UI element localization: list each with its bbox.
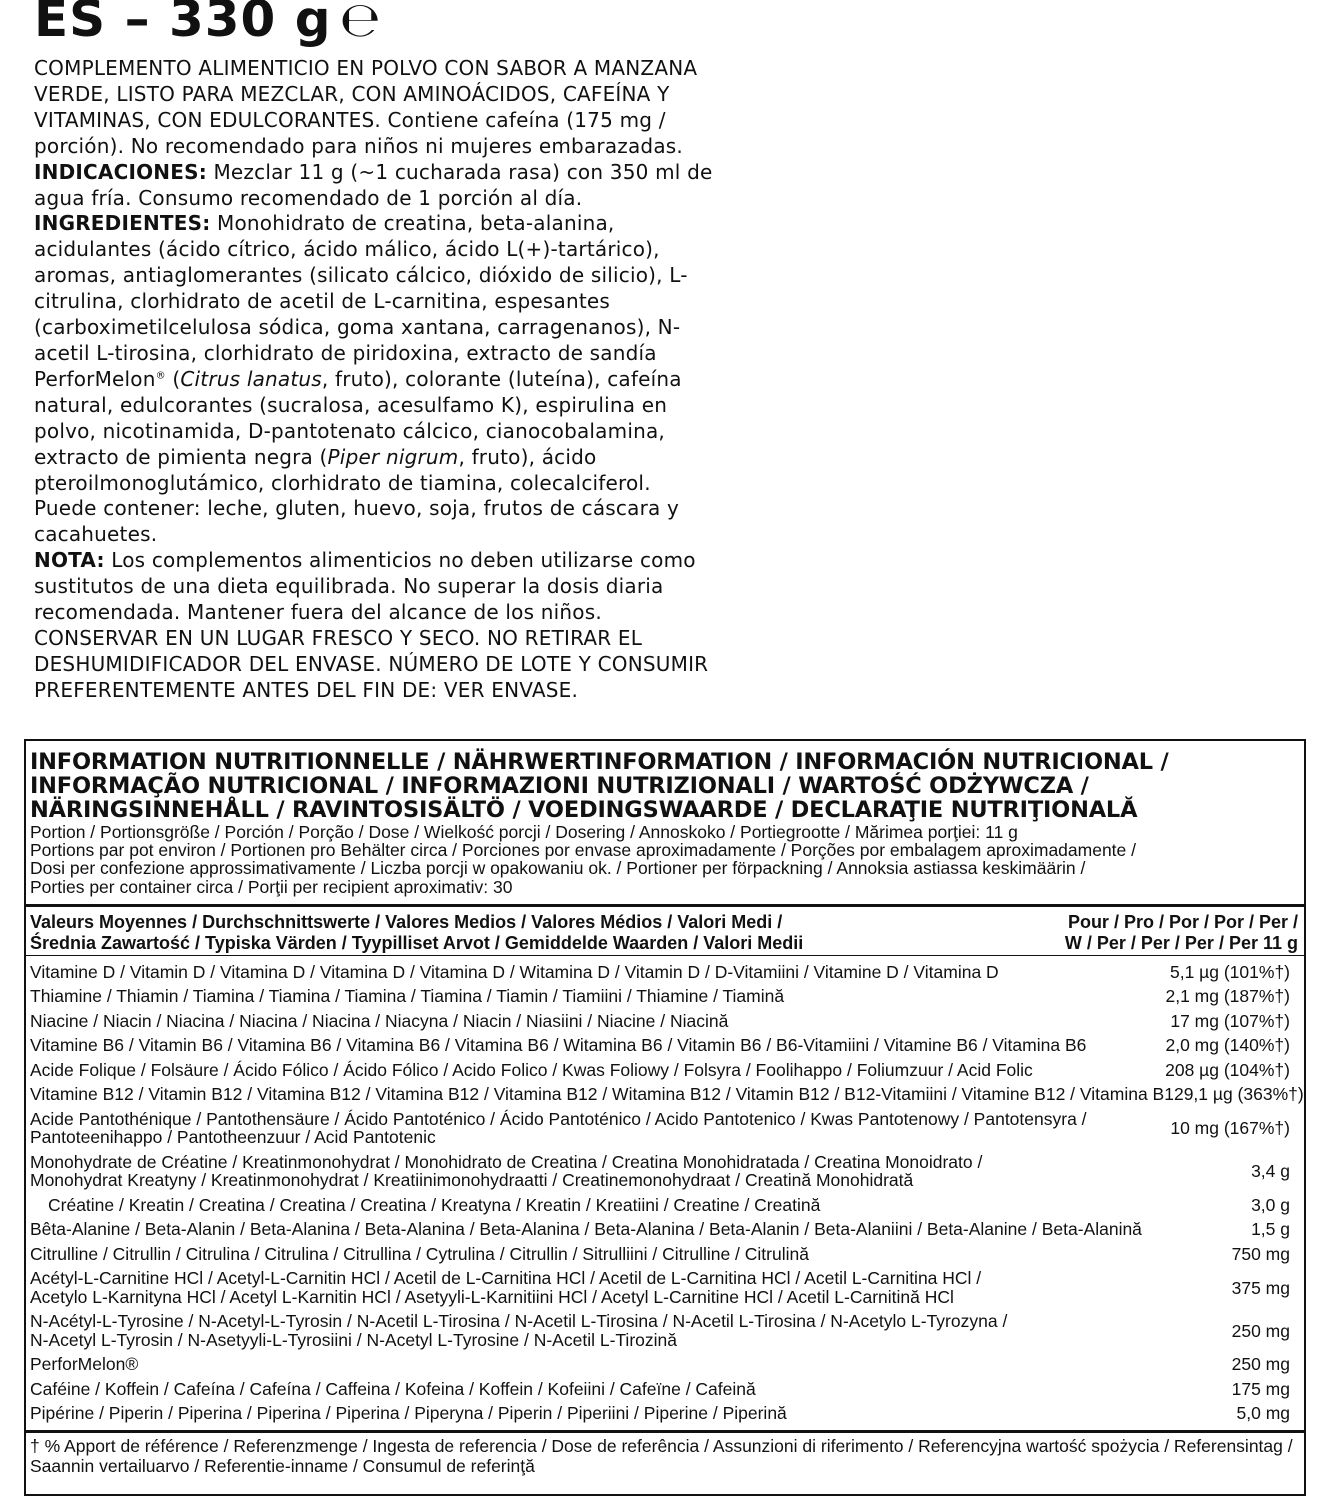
nutrient-name-line: Vitamine D / Vitamin D / Vitamina D / Vitamina D / Vitamina D / Witamina D / Vitamin D / D-Vitamiini / Vitamine D / Vitamina D [30, 961, 999, 982]
nutrient-row [26, 1401, 1304, 1426]
nutrient-row [26, 960, 1304, 985]
nutrition-panel [24, 739, 1306, 1496]
nutrient-name [30, 1110, 1087, 1147]
ingredients-latin-2: Piper nigrum [327, 444, 459, 469]
directions-label: INDICACIONES: [34, 159, 207, 184]
nutrient-value: 375 mg [1231, 1277, 1290, 1298]
nutrient-name-line: Thiamine / Thiamin / Tiamina / Tiamina / Tiamina / Tiamina / Tiamin / Tiamiini / Thiamine / Tiamină [30, 986, 785, 1007]
label-body [34, 56, 714, 704]
portion-line: Dosi per confezione approssimativamente / Liczba porcji w opakowaniu ok. / Portioner per förpackning / Annoksia astiassa keskimäärin / [30, 858, 1086, 879]
portion-line: Portions par pot environ / Portionen pro Behälter circa / Porciones por envase aproximadamente / Porções por embalagem aproximadamente / [30, 840, 1137, 861]
ingredients-latin-1: Citrus lanatus [180, 366, 322, 391]
nutrient-value: 2,0 mg (140%†) [1165, 1035, 1290, 1056]
table-header [26, 907, 1304, 955]
nutrient-name [30, 1085, 1184, 1104]
nutrient-row [26, 1352, 1304, 1377]
nutrient-value: 5,0 mg [1236, 1403, 1290, 1424]
nutrient-value: 2,1 mg (187%†) [1165, 986, 1290, 1007]
nutrition-title-line: INFORMAÇÃO NUTRICIONAL / INFORMAZIONI NUTRIZIONALI / WARTOŚĆ ODŻYWCZA / [30, 773, 1089, 799]
nutrient-name-line: Vitamine B12 / Vitamin B12 / Vitamina B12 / Vitamina B12 / Vitamina B12 / Witamina B12 / Vitamin B12 / B12-Vitamiini / Vitamine B12 / Vitamina B12 [30, 1084, 1184, 1105]
nutrient-row [26, 984, 1304, 1009]
nutrient-row [26, 1309, 1304, 1352]
note-label: NOTA: [34, 548, 105, 573]
nutrient-name [30, 1269, 981, 1306]
ingredients-text-3: , fruto), ácido pteroilmonoglutámico, clorhidrato de tiamina, colecalciferol. Puede contener: leche, gluten, huevo, soja, frutos de cáscara y cacahuetes. [34, 444, 680, 547]
header-right-line: W / Per / Per / Per / Per 11 g [1064, 933, 1298, 954]
nutrient-value: 3,4 g [1251, 1161, 1290, 1182]
nutrient-name [30, 1153, 982, 1190]
estimated-sign-icon: ℮ [339, 0, 382, 48]
nutrient-value: 3,0 g [1251, 1194, 1290, 1215]
nutrient-name [30, 1036, 1086, 1055]
nutrient-row [26, 1058, 1304, 1083]
nutrient-value: 750 mg [1231, 1243, 1290, 1264]
nutrient-row [26, 1009, 1304, 1034]
nutrient-name-line: N-Acetyl L-Tyrosin / N-Asetyyli-L-Tyrosiini / N-Acetyl L-Tyrosine / N-Acetil L-Tirozină [30, 1329, 677, 1350]
nutrient-name [30, 987, 784, 1006]
nutrient-name [30, 1380, 756, 1399]
portion-line: Porties per container circa / Porţii per recipient aproximativ: 30 [30, 876, 513, 897]
nutrient-row [26, 1377, 1304, 1402]
ingredients-text-1: Monohidrato de creatina, beta-alanina, acidulantes (ácido cítrico, ácido málico, ácido L(+)-tartárico), aromas, antiaglomerantes (silicato cálcico, dióxido de silicio), L-citrulina, clorhidrato de acetil de L-carnitina, espesantes (carboximetilcelulosa sódica, goma xantana, carragenanos), N-acetil L-tirosina, clorhidrato de piridoxina, extracto de sandía PerforMelon [34, 211, 688, 391]
nutrition-title-line: NÄRINGSINNEHÅLL / RAVINTOSISÄLTÖ / VOEDINGSWAARDE / DECLARAŢIE NUTRIŢIONALĂ [30, 797, 1138, 823]
nutrient-value: 250 mg [1231, 1320, 1290, 1341]
ingredients-text-2: , fruto), colorante (luteína), cafeína natural, edulcorantes (sucralosa, acesulfamo K), espirulina en polvo, nicotinamida, D-pantotenato cálcico, cianocobalamina, extracto de pimienta negra ( [34, 366, 682, 469]
nutrient-value: 17 mg (107%†) [1170, 1010, 1290, 1031]
nutrient-name [30, 963, 999, 982]
nutrient-row [26, 1107, 1304, 1150]
portion-info [30, 823, 1304, 896]
nutrient-name [30, 1196, 820, 1215]
nutrient-name-line: Acetylo L-Karnityna HCl / Acetyl L-Karnitin HCl / Asetyyli-L-Karnitiini HCl / Acetyl L-Carnitine HCl / Acetil L-Carnitină HCl [30, 1286, 954, 1307]
nutrient-name-line: N-Acétyl-L-Tyrosine / N-Acetyl-L-Tyrosin / N-Acetil L-Tirosina / N-Acetil L-Tirosina / N-Acetil L-Tirosina / N-Acetylo L-Tyrozyna / [30, 1311, 1008, 1332]
directions-paragraph [34, 160, 714, 212]
product-label-text [34, 0, 714, 704]
nutrient-name-line: Créatine / Kreatin / Creatina / Creatina / Creatina / Kreatyna / Kreatin / Kreatiini / Creatine / Creatină [48, 1194, 821, 1215]
ingredients-paragraph: INGREDIENTES: Monohidrato de creatina, beta-alanina, acidulantes (ácido cítrico, ácido málico, ácido L(+)-tartárico), aromas, antiaglomerantes (silicato cálcico, dióxido de silicio), L-citrulina, clorhidrato de acetil de L-carnitina, espesantes (carboximetilcelulosa sódica, goma xantana, carragenanos), N-acetil L-tirosina, clorhidrato de piridoxina, extracto de sandía PerforMelon® (Citrus lanatus, fruto), colorante (luteína), cafeína natural, edulcorantes (sucralosa, acesulfamo K), espirulina en polvo, nicotinamida, D-pantotenato cálcico, cianocobalamina, extracto de pimienta negra (Piper nigrum, fruto), ácido pteroilmonoglutámico, clorhidrato de tiamina, colecalciferol. Puede contener: leche, gluten, huevo, soja, frutos de cáscara y cacahuetes. [34, 211, 688, 547]
portion-line: Portion / Portionsgröße / Porción / Porção / Dose / Wielkość porcji / Dosering / Annoskoko / Portiegrootte / Mărimea porţiei: 11 g [30, 822, 1018, 842]
note-paragraph [34, 548, 714, 626]
nutrient-name [30, 1220, 1142, 1239]
average-values-header [30, 912, 803, 955]
per-serving-header [1048, 912, 1298, 955]
nutrient-row [26, 1266, 1304, 1309]
language-weight-title: ES – 330 g [34, 0, 332, 48]
nutrient-value: 9,1 µg (363%†) [1183, 1084, 1304, 1105]
footnote [26, 1433, 1304, 1477]
nutrient-row [26, 1150, 1304, 1193]
nutrient-value: 1,5 g [1251, 1219, 1290, 1240]
nutrient-name [30, 1012, 728, 1031]
directions-text: Mezclar 11 g (~1 cucharada rasa) con 350 ml de agua fría. Consumo recomendado de 1 porción al día. [34, 159, 713, 210]
header-right-line: Pour / Pro / Por / Por / Per / [1067, 911, 1298, 932]
nutrition-title-line: INFORMATION NUTRITIONNELLE / NÄHRWERTINFORMATION / INFORMACIÓN NUTRICIONAL / [30, 749, 1169, 775]
nutrient-row [26, 1193, 1304, 1218]
nutrition-title [30, 750, 1304, 822]
nutrient-row [26, 1242, 1304, 1267]
registered-mark: ® [155, 370, 166, 382]
nutrient-value: 175 mg [1231, 1378, 1290, 1399]
nutrient-row [26, 1033, 1304, 1058]
header-left-line: Średnia Zawartość / Typiska Värden / Tyypilliset Arvot / Gemiddelde Waarden / Valori Medii [30, 933, 804, 954]
nutrient-value: 10 mg (167%†) [1170, 1118, 1290, 1139]
nutrient-name-line: Acide Folique / Folsäure / Ácido Fólico / Ácido Fólico / Acido Folico / Kwas Foliowy / Folsyra / Foolihappo / Foliumzuur / Acid Folic [30, 1059, 1033, 1080]
nutrient-name-line: Pantoteenihappo / Pantotheenzuur / Acid Pantotenic [30, 1127, 436, 1148]
footnote-line: Saannin vertailuarvo / Referentie-inname / Consumul de referinţă [30, 1456, 535, 1477]
nutrient-name-line: Citrulline / Citrullin / Citrulina / Citrulina / Citrullina / Cytrulina / Citrullin / Sitrulliini / Citrulline / Citrulină [30, 1243, 809, 1264]
nutrient-name-line: Acétyl-L-Carnitine HCl / Acetyl-L-Carnitin HCl / Acetil de L-Carnitina HCl / Acetil de L-Carnitina HCl / Acetil L-Carnitina HCl / [30, 1268, 982, 1289]
nutrient-name-line: Monohydrat Kreatyny / Kreatinmonohydrat / Kreatiinimonohydraatti / Creatinemonohydraat / Creatină Monohidrată [30, 1170, 914, 1191]
nutrient-name [30, 1355, 138, 1374]
nutrient-name-line: Acide Pantothénique / Pantothensäure / Ácido Pantoténico / Ácido Pantoténico / Acido Pantotenico / Kwas Pantotenowy / Pantotensyra / [30, 1108, 1087, 1129]
nutrient-name-line: Monohydrate de Créatine / Kreatinmonohydrat / Monohidrato de Creatina / Creatina Monohidratada / Creatina Monoidrato / [30, 1151, 983, 1172]
nutrient-name [30, 1404, 787, 1423]
nutrient-name-line: PerforMelon® [30, 1354, 139, 1375]
storage-text: CONSERVAR EN UN LUGAR FRESCO Y SECO. NO RETIRAR EL DESHUMIDIFICADOR DEL ENVASE. NÚMERO DE LOTE Y CONSUMIR PREFERENTEMENTE ANTES DEL FIN DE: VER ENVASE. [34, 625, 709, 702]
nutrient-row [26, 1217, 1304, 1242]
footnote-line: † % Apport de référence / Referenzmenge / Ingesta de referencia / Dose de referência / Assunzioni di riferimento / Referencyjna wartość spożycia / Referensintag / [30, 1435, 1293, 1456]
nutrient-name-line: Niacine / Niacin / Niacina / Niacina / Niacina / Niacyna / Niacin / Niasiini / Niacine / Niacină [30, 1010, 729, 1031]
nutrient-name [30, 1245, 809, 1264]
nutrient-value: 208 µg (104%†) [1165, 1059, 1290, 1080]
language-weight-header [34, 0, 714, 48]
nutrient-name [30, 1312, 1007, 1349]
product-description: COMPLEMENTO ALIMENTICIO EN POLVO CON SABOR A MANZANA VERDE, LISTO PARA MEZCLAR, CON AMINOÁCIDOS, CAFEÍNA Y VITAMINAS, CON EDULCORANTES. Contiene cafeína (175 mg / porción). No recomendado para niños ni mujeres embarazadas. [34, 56, 698, 158]
nutrient-rows [26, 956, 1304, 1426]
nutrient-name [30, 1061, 1033, 1080]
nutrient-name-line: Caféine / Koffein / Cafeína / Cafeína / Caffeina / Kofeina / Koffein / Kofeiini / Cafeïne / Cafeină [30, 1378, 756, 1399]
nutrient-name-line: Bêta-Alanine / Beta-Alanin / Beta-Alanina / Beta-Alanina / Beta-Alanina / Beta-Alanina / Beta-Alanin / Beta-Alaniini / Beta-Alanine / Beta-Alanină [30, 1219, 1142, 1240]
nutrient-value: 5,1 µg (101%†) [1169, 961, 1290, 982]
nutrient-name-line: Vitamine B6 / Vitamin B6 / Vitamina B6 / Vitamina B6 / Vitamina B6 / Witamina B6 / Vitamin B6 / B6-Vitamiini / Vitamine B6 / Vitamina B6 [30, 1035, 1087, 1056]
ingredients-label: INGREDIENTES: [34, 211, 211, 236]
nutrient-name-line: Pipérine / Piperin / Piperina / Piperina / Piperina / Piperyna / Piperin / Piperiini / Piperine / Piperină [30, 1403, 787, 1424]
header-left-line: Valeurs Moyennes / Durchschnittswerte / Valores Medios / Valores Médios / Valori Medi / [30, 911, 783, 932]
nutrient-row [26, 1082, 1304, 1107]
note-text: Los complementos alimenticios no deben utilizarse como sustitutos de una dieta equilibrada. No superar la dosis diaria recomendada. Mantener fuera del alcance de los niños. [34, 548, 696, 625]
nutrient-value: 250 mg [1231, 1354, 1290, 1375]
